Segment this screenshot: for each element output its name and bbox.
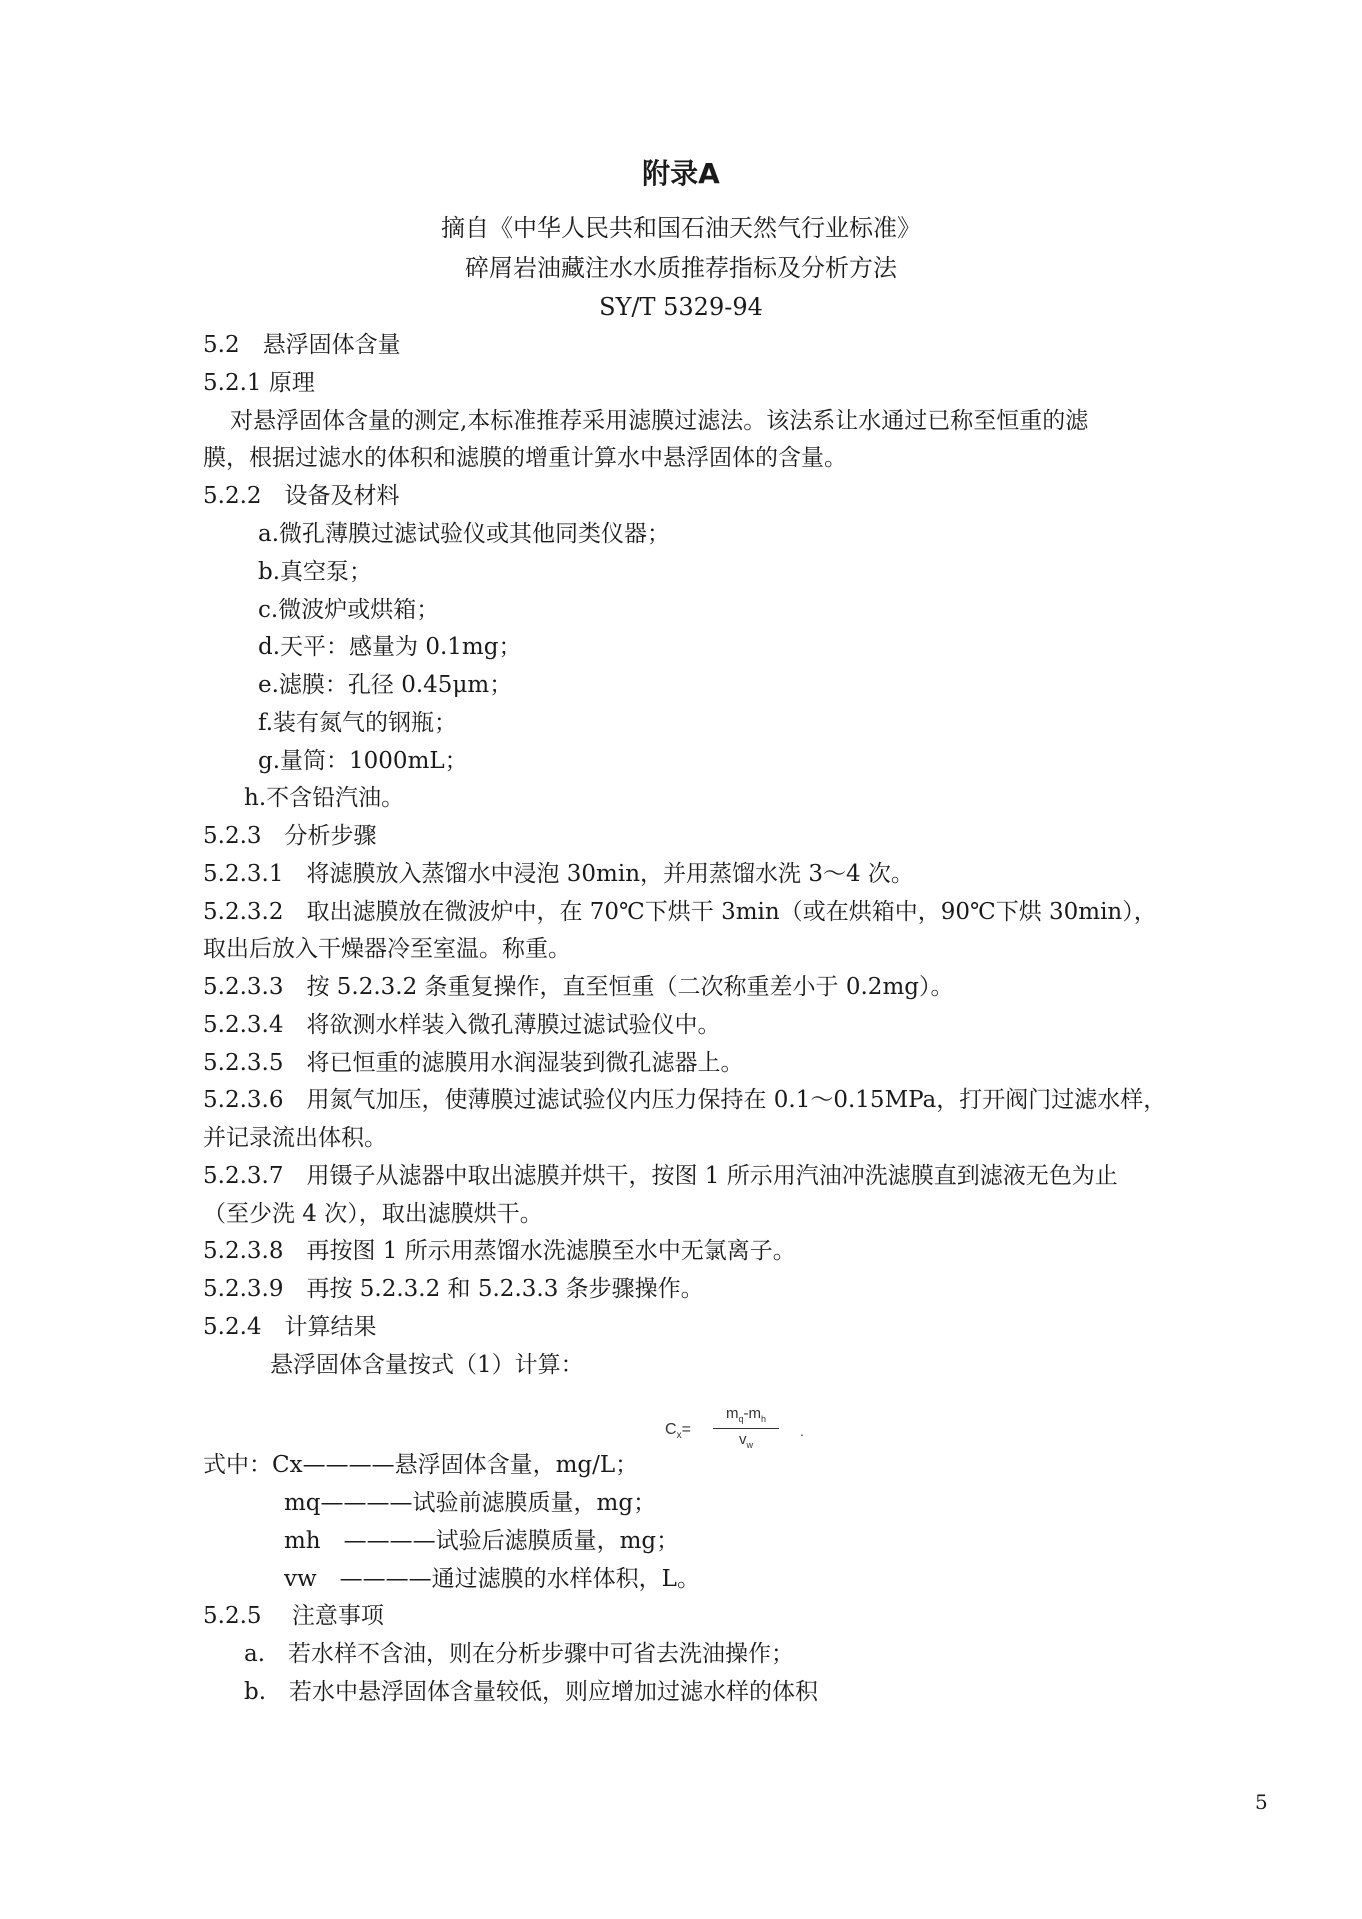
note-item: b. 若水中悬浮固体含量较低，则应增加过滤水样的体积: [244, 1679, 819, 1705]
list-item: a.微孔薄膜过滤试验仪或其他同类仪器；: [258, 521, 671, 547]
definition-line: 式中：Cx————悬浮固体含量，mg/L；: [203, 1452, 639, 1478]
step-line: 并记录流出体积。: [203, 1125, 387, 1151]
step-line: 5.2.3.4 将欲测水样装入微孔薄膜过滤试验仪中。: [203, 1012, 721, 1038]
note-item: a. 若水样不含油，则在分析步骤中可省去洗油操作；: [244, 1641, 795, 1667]
paragraph-line: 对悬浮固体含量的测定,本标准推荐采用滤膜过滤法。该法系让水通过已称至恒重的滤: [230, 408, 1089, 434]
definition-line: mq————试验前滤膜质量，mg；: [284, 1490, 657, 1516]
formula-dot: .: [800, 1423, 804, 1439]
step-line: 5.2.3.1 将滤膜放入蒸馏水中浸泡 30min，并用蒸馏水洗 3～4 次。: [203, 861, 914, 887]
standard-code: SY/T 5329-94: [599, 293, 763, 321]
formula-lhs: $C_x=$: [665, 1421, 691, 1442]
step-line: 5.2.3.3 按 5.2.3.2 条重复操作，直至恒重（二次称重差小于 0.2mg）。: [203, 974, 954, 1000]
step-line: （至少洗 4 次），取出滤膜烘干。: [203, 1201, 543, 1227]
list-item: d.天平：感量为 0.1mg；: [258, 634, 522, 660]
step-line: 5.2.3.2 取出滤膜放在微波炉中，在 70℃下烘干 3min（或在烘箱中，90℃下烘 30min），: [203, 899, 1157, 925]
fraction-bar: [713, 1428, 779, 1429]
list-item: h.不含铅汽油。: [244, 785, 405, 811]
step-line: 取出后放入干燥器冷至室温。称重。: [203, 936, 571, 962]
step-line: 5.2.3.5 将已恒重的滤膜用水润湿装到微孔滤器上。: [203, 1050, 744, 1076]
standard-name: 碎屑岩油藏注水水质推荐指标及分析方法: [465, 254, 897, 282]
formula: [655, 1403, 825, 1463]
list-item: c.微波炉或烘箱；: [258, 597, 440, 623]
formula-denominator: $v_w$: [739, 1431, 753, 1450]
section-heading: 5.2.5 注意事项: [203, 1603, 384, 1629]
list-item: e.滤膜：孔径 0.45μm；: [258, 672, 513, 698]
paragraph-line: 悬浮固体含量按式（1）计算：: [270, 1352, 584, 1378]
appendix-title: 附录A: [642, 157, 720, 190]
section-heading: 5.2.3 分析步骤: [203, 823, 377, 849]
source-line: 摘自《中华人民共和国石油天然气行业标准》: [441, 214, 921, 242]
section-heading: 5.2.4 计算结果: [203, 1314, 377, 1340]
definition-line: mh ————试验后滤膜质量，mg；: [284, 1528, 680, 1554]
list-item: f.装有氮气的钢瓶；: [258, 710, 458, 736]
section-heading: 5.2.1 原理: [203, 370, 315, 396]
list-item: b.真空泵；: [258, 559, 373, 585]
definition-line: vw ————通过滤膜的水样体积，L。: [284, 1566, 700, 1592]
paragraph-line: 膜，根据过滤水的体积和滤膜的增重计算水中悬浮固体的含量。: [203, 445, 847, 471]
page-number: 5: [1255, 1790, 1268, 1814]
section-heading: 5.2.2 设备及材料: [203, 483, 400, 509]
step-line: 5.2.3.6 用氮气加压，使薄膜过滤试验仪内压力保持在 0.1～0.15MPa，打开阀门过滤水样，: [203, 1087, 1167, 1113]
list-item: g.量筒：1000mL；: [258, 748, 468, 774]
formula-numerator: $m_q-m_h$: [725, 1405, 767, 1424]
section-heading: 5.2 悬浮固体含量: [203, 332, 401, 358]
step-line: 5.2.3.7 用镊子从滤器中取出滤膜并烘干，按图 1 所示用汽油冲洗滤膜直到滤液无色为止: [203, 1163, 1118, 1189]
step-line: 5.2.3.9 再按 5.2.3.2 和 5.2.3.3 条步骤操作。: [203, 1276, 704, 1302]
step-line: 5.2.3.8 再按图 1 所示用蒸馏水洗滤膜至水中无氯离子。: [203, 1238, 796, 1264]
